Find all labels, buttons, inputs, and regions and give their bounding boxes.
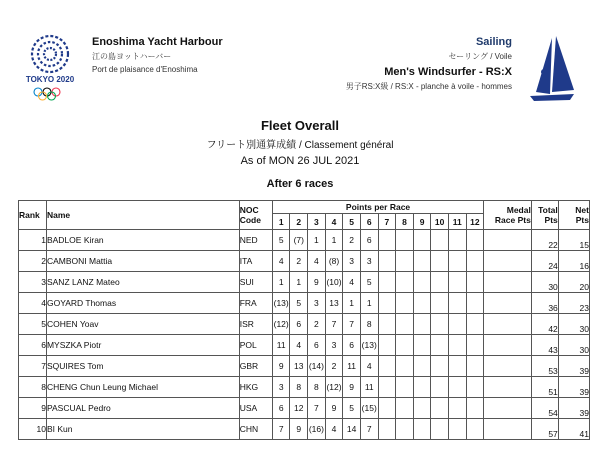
- race-score-cell: 5: [272, 230, 290, 251]
- table-row: [19, 419, 590, 440]
- race-score-cell: [396, 314, 414, 335]
- race-score-cell: [413, 272, 431, 293]
- athlete-name-cell: PASCUAL Pedro: [46, 398, 239, 419]
- race-5-header: 5: [343, 214, 361, 230]
- total-pts-cell: 54: [531, 398, 558, 419]
- noc-code-cell: GBR: [239, 356, 272, 377]
- race-score-cell: [378, 377, 396, 398]
- race-score-cell: (13): [360, 335, 378, 356]
- table-row: [19, 272, 590, 293]
- race-score-cell: [466, 419, 484, 440]
- race-score-cell: (16): [308, 419, 326, 440]
- race-score-cell: 7: [308, 398, 326, 419]
- race-score-cell: [378, 314, 396, 335]
- net-pts-label: Pts: [575, 215, 589, 225]
- rank-cell: 10: [19, 419, 47, 440]
- race-score-cell: 1: [360, 293, 378, 314]
- noc-code-cell: FRA: [239, 293, 272, 314]
- race-11-header: 11: [448, 214, 466, 230]
- race-score-cell: [413, 377, 431, 398]
- race-score-cell: [396, 293, 414, 314]
- race-score-cell: [413, 335, 431, 356]
- race-score-cell: 3: [343, 251, 361, 272]
- report-subtitle: フリート別通算成績 / Classement général: [206, 140, 394, 151]
- race-score-cell: [396, 251, 414, 272]
- race-score-cell: 8: [290, 377, 308, 398]
- race-score-cell: (12): [325, 377, 343, 398]
- medal-race-cell: [484, 335, 532, 356]
- race-score-cell: 7: [360, 419, 378, 440]
- logo-text: TOKYO 2020: [25, 75, 75, 84]
- race-score-cell: [466, 356, 484, 377]
- race-score-cell: 13: [325, 293, 343, 314]
- rank-header: Rank: [19, 201, 47, 230]
- sport-block: [346, 36, 512, 92]
- sailing-pictogram-icon: [522, 34, 582, 110]
- rank-cell: 7: [19, 356, 47, 377]
- race-score-cell: 9: [343, 377, 361, 398]
- rank-cell: 3: [19, 272, 47, 293]
- results-body: [19, 230, 590, 440]
- race-9-header: 9: [413, 214, 431, 230]
- athlete-name-cell: BADLOE Kiran: [46, 230, 239, 251]
- race-score-cell: 1: [343, 293, 361, 314]
- rank-cell: 2: [19, 251, 47, 272]
- race-score-cell: 9: [290, 419, 308, 440]
- net-pts-cell: 39: [558, 356, 589, 377]
- race-score-cell: 3: [272, 377, 290, 398]
- athlete-name-cell: GOYARD Thomas: [46, 293, 239, 314]
- rank-cell: 5: [19, 314, 47, 335]
- medal-race-cell: [484, 377, 532, 398]
- race-score-cell: 4: [290, 335, 308, 356]
- race-score-cell: [396, 335, 414, 356]
- noc-code-cell: HKG: [239, 377, 272, 398]
- race-12-header: 12: [466, 214, 484, 230]
- race-score-cell: [431, 356, 449, 377]
- table-row: [19, 398, 590, 419]
- medal-race-cell: [484, 314, 532, 335]
- race-4-header: 4: [325, 214, 343, 230]
- event-name: Men's Windsurfer - RS:X: [384, 66, 512, 78]
- race-score-cell: (15): [360, 398, 378, 419]
- race-score-cell: [431, 314, 449, 335]
- race-score-cell: [413, 293, 431, 314]
- table-row: [19, 377, 590, 398]
- medal-race-cell: [484, 419, 532, 440]
- race-score-cell: [448, 314, 466, 335]
- rank-cell: 9: [19, 398, 47, 419]
- race-score-cell: 5: [343, 398, 361, 419]
- rank-cell: 8: [19, 377, 47, 398]
- race-score-cell: 6: [272, 398, 290, 419]
- race-score-cell: [466, 272, 484, 293]
- race-score-cell: [431, 377, 449, 398]
- report-date: As of MON 26 JUL 2021: [240, 155, 360, 167]
- medal-race-cell: [484, 230, 532, 251]
- race-score-cell: [413, 251, 431, 272]
- race-score-cell: [466, 293, 484, 314]
- race-score-cell: [378, 230, 396, 251]
- race-score-cell: 6: [360, 230, 378, 251]
- race-6-header: 6: [360, 214, 378, 230]
- noc-code-cell: USA: [239, 398, 272, 419]
- table-row: [19, 230, 590, 251]
- total-pts-cell: 42: [531, 314, 558, 335]
- race-score-cell: [466, 377, 484, 398]
- venue-name-ja: 江の島ヨットハーバー: [92, 52, 172, 61]
- race-score-cell: [466, 251, 484, 272]
- athlete-name-cell: MYSZKA Piotr: [46, 335, 239, 356]
- race-score-cell: [466, 335, 484, 356]
- race-score-cell: 2: [343, 230, 361, 251]
- event-name-ja-fr: 男子RS:X級 / RS:X - planche à voile - hommes: [345, 82, 512, 91]
- race-score-cell: 1: [290, 272, 308, 293]
- race-score-cell: [448, 356, 466, 377]
- race-score-cell: 4: [360, 356, 378, 377]
- race-score-cell: 7: [325, 314, 343, 335]
- total-header-label: Total: [538, 205, 558, 215]
- race-score-cell: 11: [360, 377, 378, 398]
- race-score-cell: [396, 398, 414, 419]
- race-score-cell: [448, 251, 466, 272]
- race-score-cell: [431, 335, 449, 356]
- noc-code-cell: NED: [239, 230, 272, 251]
- race-score-cell: 4: [325, 419, 343, 440]
- race-score-cell: [378, 419, 396, 440]
- race-score-cell: [448, 419, 466, 440]
- race-score-cell: (12): [272, 314, 290, 335]
- noc-code-cell: ITA: [239, 251, 272, 272]
- race-score-cell: [396, 272, 414, 293]
- race-8-header: 8: [396, 214, 414, 230]
- race-score-cell: 7: [272, 419, 290, 440]
- athlete-name-cell: SQUIRES Tom: [46, 356, 239, 377]
- medal-race-cell: [484, 251, 532, 272]
- race-score-cell: (7): [290, 230, 308, 251]
- athlete-name-cell: CHENG Chun Leung Michael: [46, 377, 239, 398]
- race-score-cell: 4: [272, 251, 290, 272]
- venue-name-en: Enoshima Yacht Harbour: [92, 36, 223, 48]
- race-score-cell: (13): [272, 293, 290, 314]
- net-header-label: Net: [575, 205, 589, 215]
- race-score-cell: 2: [308, 314, 326, 335]
- race-score-cell: 6: [290, 314, 308, 335]
- race-score-cell: 1: [308, 230, 326, 251]
- table-row: [19, 314, 590, 335]
- total-pts-cell: 51: [531, 377, 558, 398]
- net-pts-cell: 16: [558, 251, 589, 272]
- net-pts-header: [558, 201, 589, 230]
- race-score-cell: 8: [308, 377, 326, 398]
- table-row: [19, 293, 590, 314]
- race-score-cell: [448, 377, 466, 398]
- total-pts-cell: 53: [531, 356, 558, 377]
- race-score-cell: 4: [308, 251, 326, 272]
- race-score-cell: [378, 356, 396, 377]
- total-pts-cell: 30: [531, 272, 558, 293]
- noc-code-cell: CHN: [239, 419, 272, 440]
- rank-cell: 1: [19, 230, 47, 251]
- noc-code-cell: POL: [239, 335, 272, 356]
- noc-code-cell: SUI: [239, 272, 272, 293]
- race-score-cell: 2: [325, 356, 343, 377]
- race-score-cell: 6: [343, 335, 361, 356]
- total-pts-cell: 36: [531, 293, 558, 314]
- total-pts-cell: 24: [531, 251, 558, 272]
- race-1-header: 1: [272, 214, 290, 230]
- net-pts-cell: 20: [558, 272, 589, 293]
- races-completed: After 6 races: [266, 178, 334, 190]
- race-score-cell: 9: [308, 272, 326, 293]
- race-score-cell: 3: [360, 251, 378, 272]
- race-score-cell: [396, 419, 414, 440]
- report-title-block: [0, 118, 600, 167]
- race-score-cell: [413, 398, 431, 419]
- venue-block: [92, 36, 223, 74]
- athlete-name-cell: SANZ LANZ Mateo: [46, 272, 239, 293]
- race-score-cell: 9: [325, 398, 343, 419]
- race-score-cell: [431, 272, 449, 293]
- race-score-cell: (14): [308, 356, 326, 377]
- race-score-cell: [378, 251, 396, 272]
- code-header-label: Code: [239, 215, 261, 225]
- race-score-cell: 2: [290, 251, 308, 272]
- results-table: [18, 200, 590, 440]
- total-pts-cell: 57: [531, 419, 558, 440]
- net-pts-cell: 41: [558, 419, 589, 440]
- race-score-cell: [448, 293, 466, 314]
- race-score-cell: 11: [343, 356, 361, 377]
- total-pts-header: [531, 201, 558, 230]
- race-score-cell: [431, 419, 449, 440]
- total-pts-cell: 22: [531, 230, 558, 251]
- tokyo-2020-logo: [20, 32, 80, 102]
- race-score-cell: 13: [290, 356, 308, 377]
- header-row-top: [19, 201, 590, 214]
- race-score-cell: [466, 230, 484, 251]
- race-score-cell: 1: [325, 230, 343, 251]
- total-pts-cell: 43: [531, 335, 558, 356]
- athlete-name-cell: BI Kun: [46, 419, 239, 440]
- race-score-cell: 7: [343, 314, 361, 335]
- race-score-cell: 6: [308, 335, 326, 356]
- race-score-cell: [413, 356, 431, 377]
- noc-header: [239, 201, 272, 230]
- race-score-cell: [378, 272, 396, 293]
- race-score-cell: [396, 230, 414, 251]
- race-score-cell: [466, 398, 484, 419]
- race-score-cell: 9: [272, 356, 290, 377]
- race-2-header: 2: [290, 214, 308, 230]
- race-score-cell: [378, 335, 396, 356]
- race-score-cell: [431, 251, 449, 272]
- sport-name: Sailing: [475, 36, 512, 48]
- race-score-cell: 11: [272, 335, 290, 356]
- race-score-cell: (10): [325, 272, 343, 293]
- net-pts-cell: 15: [558, 230, 589, 251]
- athlete-name-cell: CAMBONI Mattia: [46, 251, 239, 272]
- race-score-cell: [431, 293, 449, 314]
- race-score-cell: [448, 230, 466, 251]
- points-per-race-header: Points per Race: [272, 201, 483, 214]
- rank-cell: 6: [19, 335, 47, 356]
- race-score-cell: 3: [325, 335, 343, 356]
- table-row: [19, 251, 590, 272]
- net-pts-cell: 30: [558, 335, 589, 356]
- medal-race-header: [484, 201, 532, 230]
- race-score-cell: 14: [343, 419, 361, 440]
- race-score-cell: 12: [290, 398, 308, 419]
- noc-code-cell: ISR: [239, 314, 272, 335]
- race-score-cell: 4: [343, 272, 361, 293]
- race-score-cell: [378, 293, 396, 314]
- race-score-cell: [413, 230, 431, 251]
- race-7-header: 7: [378, 214, 396, 230]
- race-score-cell: [396, 356, 414, 377]
- report-title: Fleet Overall: [260, 118, 340, 133]
- race-score-cell: [413, 419, 431, 440]
- total-pts-label: Pts: [544, 215, 558, 225]
- race-score-cell: [448, 335, 466, 356]
- medal-race-cell: [484, 398, 532, 419]
- race-score-cell: 8: [360, 314, 378, 335]
- race-score-cell: (8): [325, 251, 343, 272]
- race-score-cell: [431, 398, 449, 419]
- medal-race-cell: [484, 272, 532, 293]
- race-score-cell: [413, 314, 431, 335]
- race-score-cell: 3: [308, 293, 326, 314]
- net-pts-cell: 23: [558, 293, 589, 314]
- net-pts-cell: 30: [558, 314, 589, 335]
- name-header: Name: [46, 201, 239, 230]
- race-score-cell: [448, 398, 466, 419]
- race-score-cell: [396, 377, 414, 398]
- venue-name-fr: Port de plaisance d'Enoshima: [92, 65, 198, 74]
- medal-race-cell: [484, 293, 532, 314]
- medal-race-cell: [484, 356, 532, 377]
- race-score-cell: [431, 230, 449, 251]
- race-score-cell: 5: [360, 272, 378, 293]
- net-pts-cell: 39: [558, 377, 589, 398]
- noc-header-label: NOC: [239, 205, 259, 215]
- sport-name-ja-fr: セーリング / Voile: [448, 52, 512, 61]
- race-score-cell: 1: [272, 272, 290, 293]
- race-pts-header-label: Race Pts: [494, 215, 531, 225]
- race-score-cell: 5: [290, 293, 308, 314]
- table-row: [19, 335, 590, 356]
- race-3-header: 3: [308, 214, 326, 230]
- race-10-header: 10: [431, 214, 449, 230]
- athlete-name-cell: COHEN Yoav: [46, 314, 239, 335]
- rank-cell: 4: [19, 293, 47, 314]
- race-score-cell: [466, 314, 484, 335]
- race-score-cell: [448, 272, 466, 293]
- race-score-cell: [378, 398, 396, 419]
- table-row: [19, 356, 590, 377]
- net-pts-cell: 39: [558, 398, 589, 419]
- medal-header-label: Medal: [506, 205, 531, 215]
